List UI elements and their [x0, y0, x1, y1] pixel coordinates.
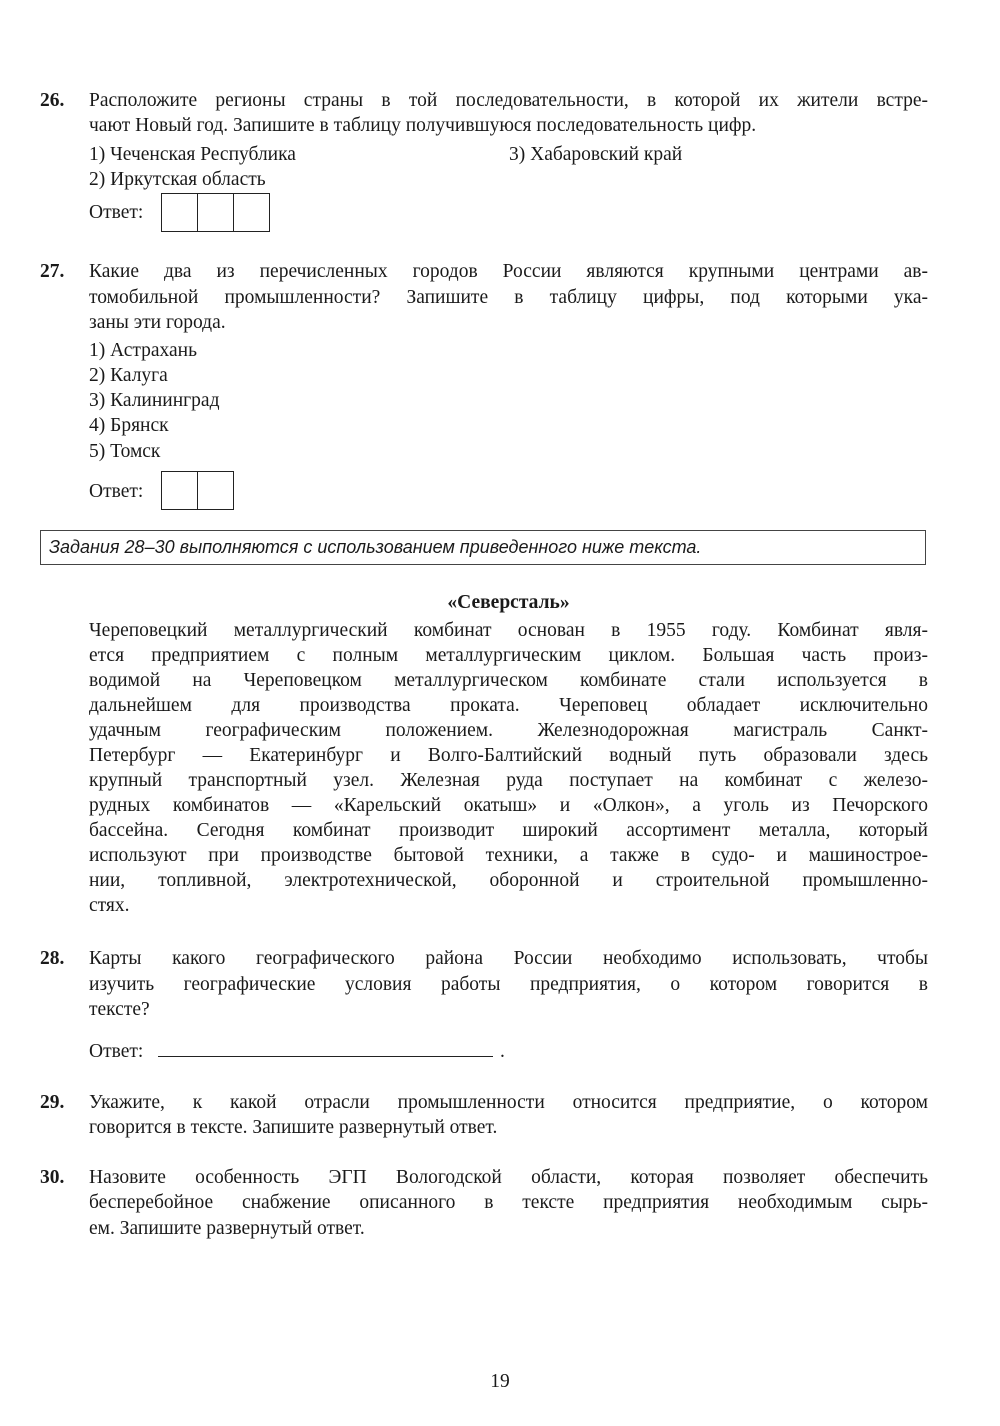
text-line: рудных комбинатов — «Карельский окатыш» и «Олкон», а уголь из Печорского	[89, 795, 928, 816]
answer-label: Ответ:	[89, 481, 144, 502]
question-text: чают Новый год. Запишите в таблицу получившуюся последовательность цифр.	[89, 115, 757, 136]
option: 2) Иркутская область	[89, 169, 266, 190]
instruction-banner: Задания 28–30 выполняются с использованием приведенного ниже текста.	[40, 530, 926, 565]
option: 3) Калининград	[89, 390, 220, 411]
question-text: тексте?	[89, 999, 150, 1020]
answer-label: Ответ:	[89, 1041, 144, 1062]
text-line: ется предприятием с полным металлургическим циклом. Большая часть произ-	[89, 645, 928, 666]
text-line: стях.	[89, 895, 130, 916]
answer-end: .	[500, 1041, 505, 1062]
question-number: 29.	[40, 1092, 65, 1113]
text-line: водимой на Череповецком металлургическом комбинате стали используется в	[89, 670, 928, 691]
question-text: заны эти города.	[89, 312, 226, 333]
question-text: Какие два из перечисленных городов России являются крупными центрами ав-	[89, 261, 928, 282]
question-text: Расположите регионы страны в той последовательности, в которой их жители встре-	[89, 90, 928, 111]
page-number: 19	[490, 1371, 510, 1392]
text-line: удачным географическим положением. Железнодорожная магистраль Санкт-	[89, 720, 928, 741]
text-line: бассейна. Сегодня комбинат производит широкий ассортимент металла, который	[89, 820, 928, 841]
option: 4) Брянск	[89, 415, 169, 436]
answer-line[interactable]	[158, 1056, 493, 1057]
text-title: «Северсталь»	[447, 592, 570, 613]
question-text: ем. Запишите развернутый ответ.	[89, 1218, 365, 1239]
question-number: 26.	[40, 90, 65, 111]
option: 5) Томск	[89, 441, 161, 462]
option: 1) Чеченская Республика	[89, 144, 296, 165]
answer-boxes[interactable]	[161, 193, 270, 232]
option: 1) Астрахань	[89, 340, 198, 361]
text-line: нии, топливной, электротехнической, оборонной и строительной промышленно-	[89, 870, 928, 891]
text-line: используют при производстве бытовой техники, а также в судо- и машинострое-	[89, 845, 928, 866]
question-text: томобильной промышленности? Запишите в таблицу цифры, под которыми ука-	[89, 287, 928, 308]
question-text: говорится в тексте. Запишите развернутый ответ.	[89, 1117, 498, 1138]
text-line: крупный транспортный узел. Железная руда поступает на комбинат с железо-	[89, 770, 928, 791]
question-number: 30.	[40, 1167, 65, 1188]
option: 2) Калуга	[89, 365, 168, 386]
question-number: 28.	[40, 948, 65, 969]
option: 3) Хабаровский край	[509, 144, 683, 165]
answer-boxes[interactable]	[161, 471, 234, 510]
text-line: дальнейшем для производства проката. Череповец обладает исключительно	[89, 695, 928, 716]
question-text: Укажите, к какой отрасли промышленности относится предприятие, о котором	[89, 1092, 928, 1113]
question-text: Карты какого географического района России необходимо использовать, чтобы	[89, 948, 928, 969]
question-text: бесперебойное снабжение описанного в тексте предприятия необходимым сырь-	[89, 1192, 928, 1213]
answer-label: Ответ:	[89, 202, 144, 223]
question-text: Назовите особенность ЭГП Вологодской области, которая позволяет обеспечить	[89, 1167, 928, 1188]
question-number: 27.	[40, 261, 65, 282]
question-text: изучить географические условия работы предприятия, о котором говорится в	[89, 974, 928, 995]
text-line: Петербург — Екатеринбург и Волго-Балтийский водный путь образовали здесь	[89, 745, 928, 766]
text-line: Череповецкий металлургический комбинат основан в 1955 году. Комбинат явля-	[89, 620, 928, 641]
